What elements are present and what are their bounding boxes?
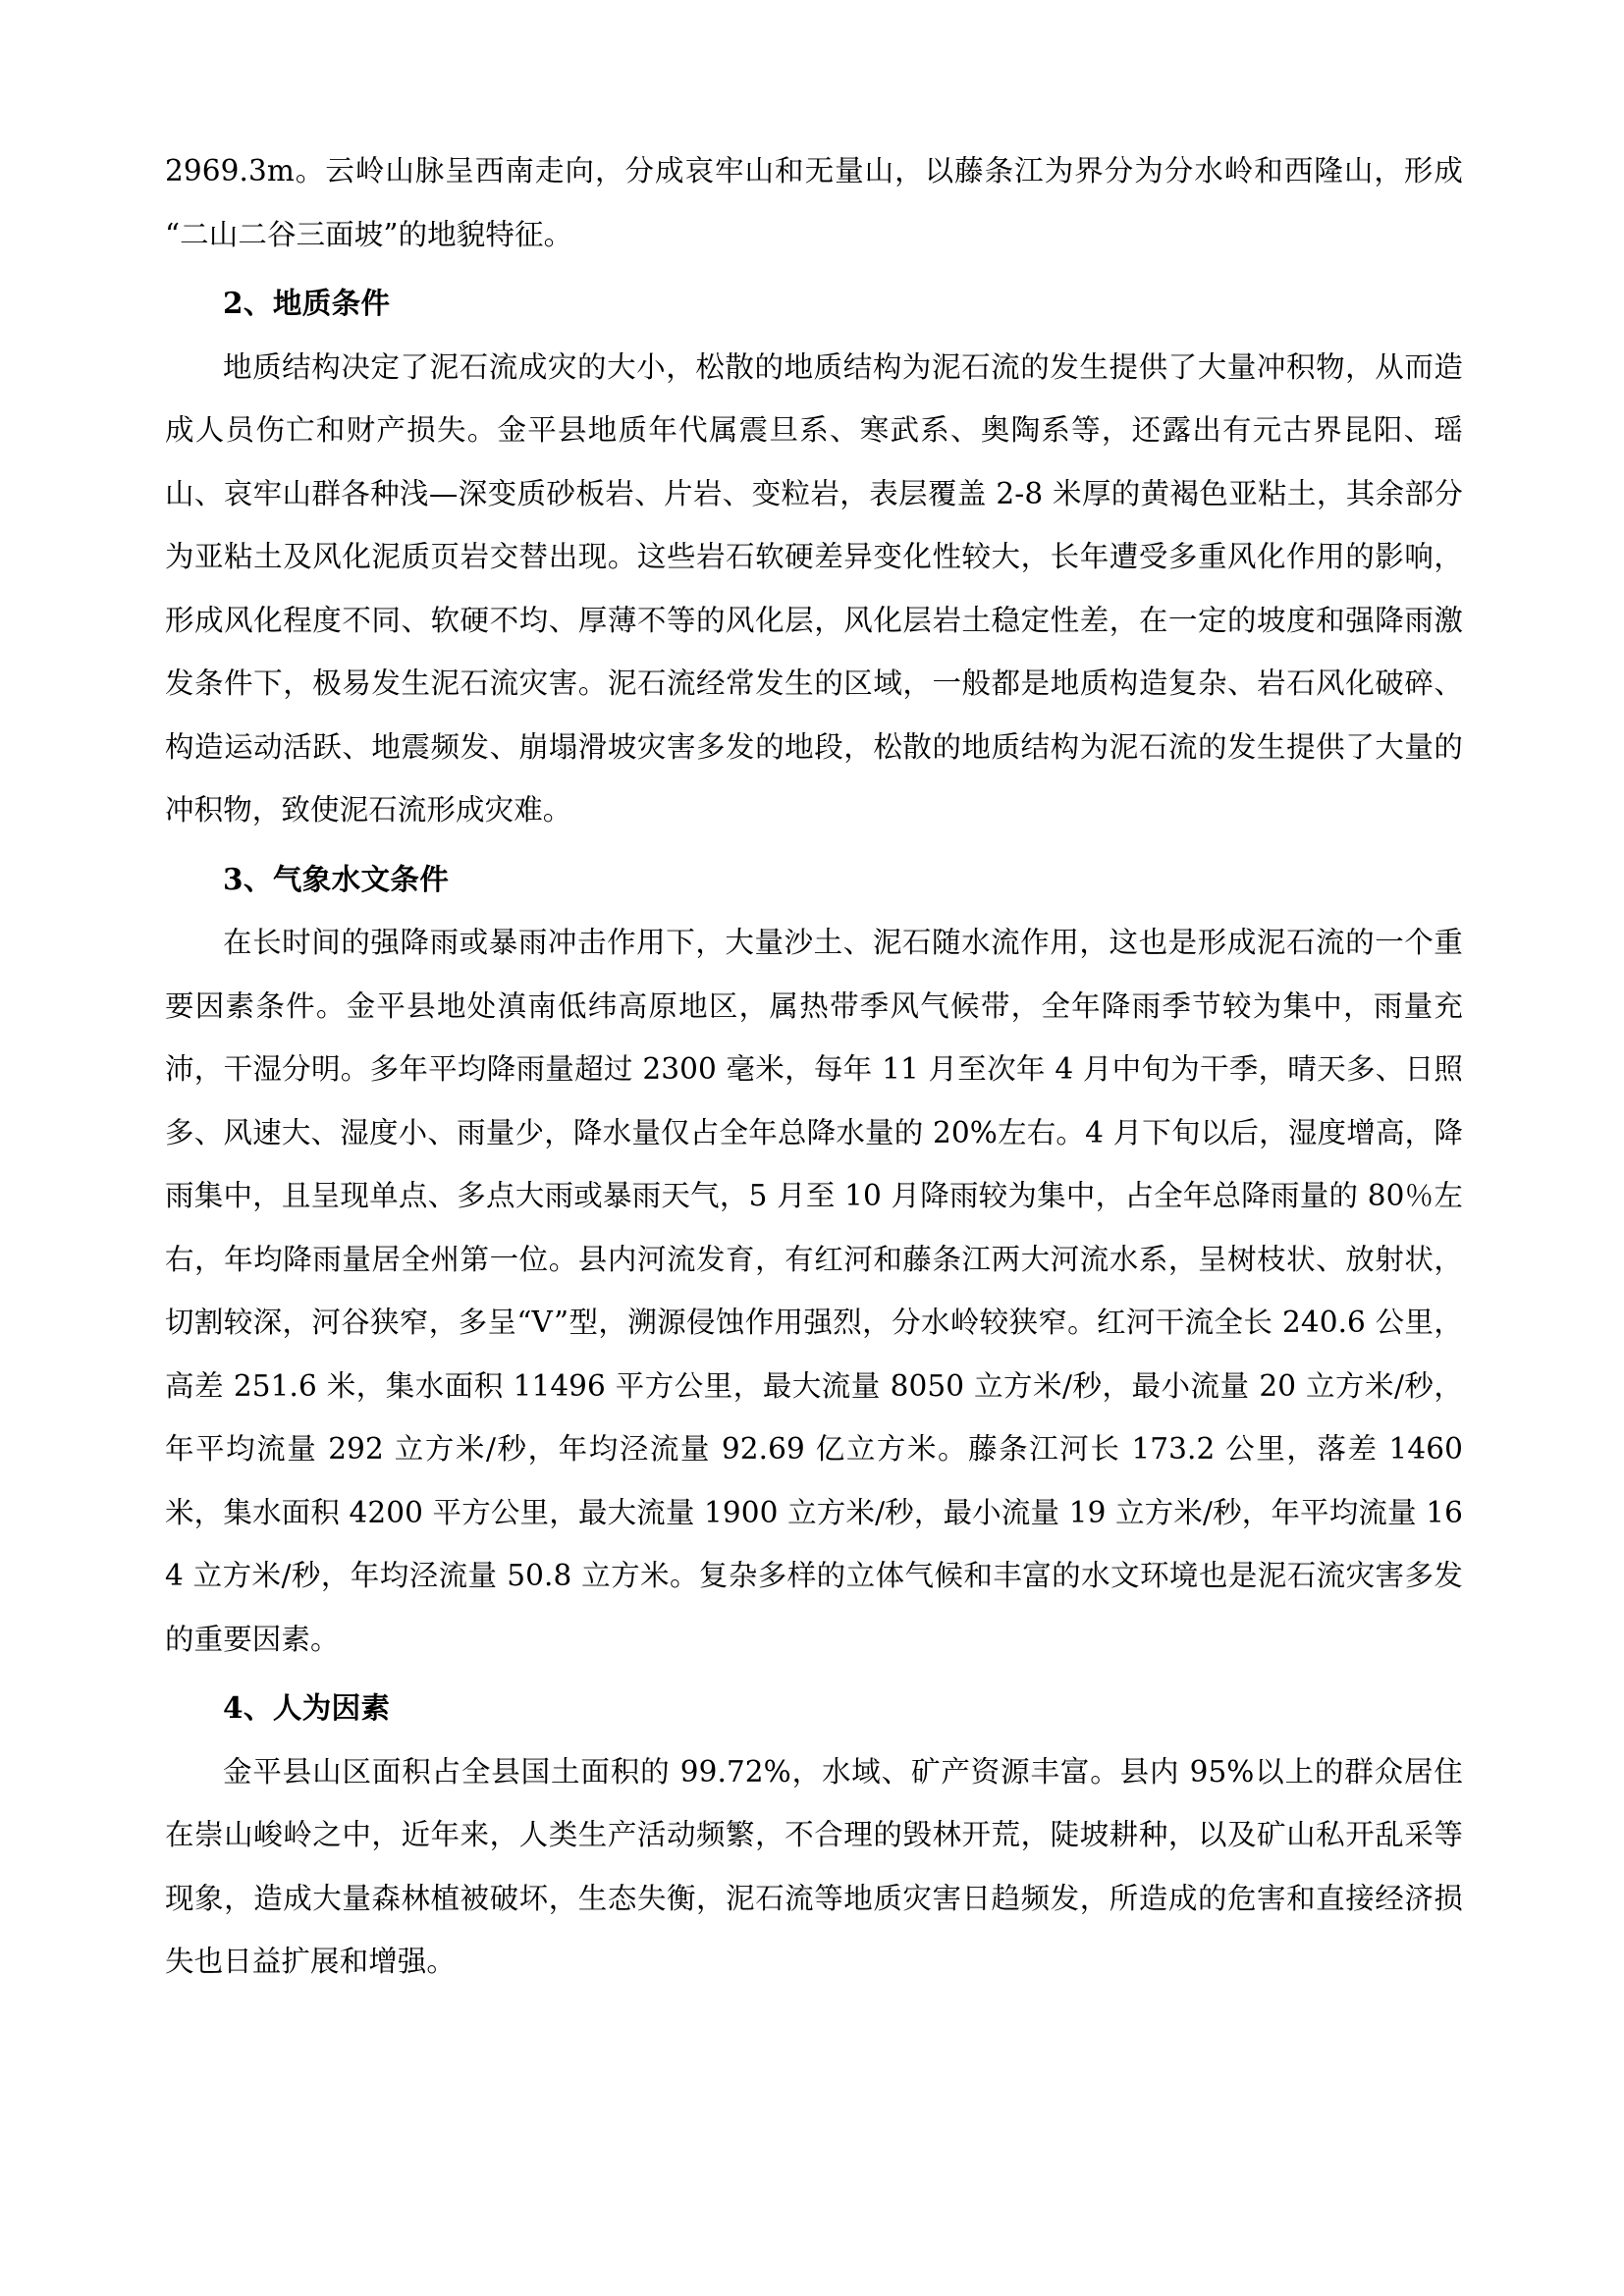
heading-geological-conditions: 2、地质条件 <box>223 286 391 320</box>
heading-human-factors: 4、人为因素 <box>223 1690 391 1725</box>
paragraph-geological-conditions: 地质结构决定了泥石流成灾的大小，松散的地质结构为泥石流的发生提供了大量冲积物，从而造成人员伤亡和财产损失。金平县地质年代属震旦系、寒武系、奥陶系等，还露出有元古界昆阳、瑶山、哀牢山群各种浅—深变质砂板岩、片岩、变粒岩，表层覆盖 2-8 米厚的黄褐色亚粘土，其余部分为亚粘土及风化泥质页岩交替出现。这些岩石软硬差异变化性较大，长年遭受多重风化作用的影响，形成风化程度不同、软硬不均、厚薄不等的风化层，风化层岩土稳定性差，在一定的坡度和强降雨激发条件下，极易发生泥石流灾害。泥石流经常发生的区域，一般都是地质构造复杂、岩石风化破碎、构造运动活跃、地震频发、崩塌滑坡灾害多发的地段，松散的地质结构为泥石流的发生提供了大量的冲积物，致使泥石流形成灾难。 <box>165 349 1463 827</box>
paragraph-landform-continuation: 2969.3m。云岭山脉呈西南走向，分成哀牢山和无量山，以藤条江为界分为分水岭和西隆山，形成“二山二谷三面坡”的地貌特征。 <box>165 154 1463 251</box>
paragraph-meteorological-hydrological-conditions: 在长时间的强降雨或暴雨冲击作用下，大量沙土、泥石随水流作用，这也是形成泥石流的一个重要因素条件。金平县地处滇南低纬高原地区，属热带季风气候带，全年降雨季节较为集中，雨量充沛，干湿分明。多年平均降雨量超过 2300 毫米，每年 11 月至次年 4 月中旬为干季，晴天多、日照多、风速大、湿度小、雨量少，降水量仅占全年总降水量的 20%左右。4 月下旬以后，湿度增高，降雨集中，且呈现单点、多点大雨或暴雨天气，5 月至 10 月降雨较为集中，占全年总降雨量的 80％左右，年均降雨量居全州第一位。县内河流发育，有红河和藤条江两大河流水系，呈树枝状、放射状，切割较深，河谷狭窄，多呈“V”型，溯源侵蚀作用强烈，分水岭较狭窄。红河干流全长 240.6 公里，高差 251.6 米，集水面积 11496 平方公里，最大流量 8050 立方米/秒，最小流量 20 立方米/秒，年平均流量 292 立方米/秒，年均泾流量 92.69 亿立方米。藤条江河长 173.2 公里，落差 1460 米，集水面积 4200 平方公里，最大流量 1900 立方米/秒，最小流量 19 立方米/秒，年平均流量 164 立方米/秒，年均泾流量 50.8 立方米。复杂多样的立体气候和丰富的水文环境也是泥石流灾害多发的重要因素。 <box>165 926 1463 1656</box>
document-body <box>165 139 1463 1994</box>
paragraph-human-factors: 金平县山区面积占全县国土面积的 99.72%，水域、矿产资源丰富。县内 95%以上的群众居住在崇山峻岭之中，近年来，人类生产活动频繁，不合理的毁林开荒，陡坡耕种，以及矿山私开乱采等现象，造成大量森林植被破坏，生态失衡，泥石流等地质灾害日趋频发，所造成的危害和直接经济损失也日益扩展和增强。 <box>165 1754 1463 1978</box>
heading-meteorological-hydrological-conditions: 3、气象水文条件 <box>223 861 450 896</box>
